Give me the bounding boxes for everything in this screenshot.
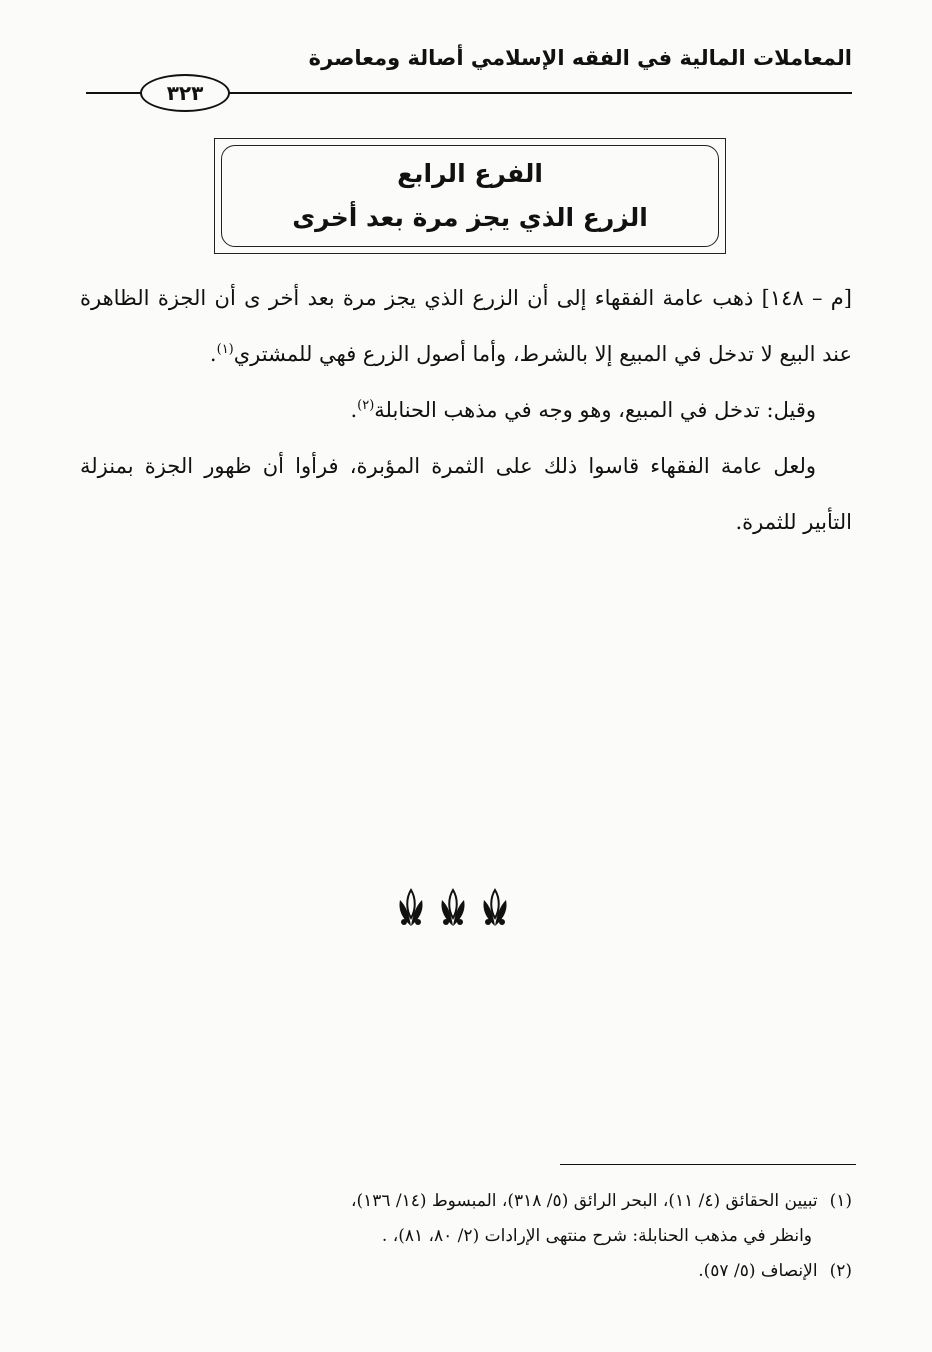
- paragraph-2-end: .: [350, 398, 358, 422]
- paragraph-1: [80, 270, 852, 382]
- footnote-1-continuation: وانظر في مذهب الحنابلة: شرح منتهى الإرادات (٢/ ٨٠، ٨١)، .: [381, 1226, 812, 1246]
- footnotes: [80, 1184, 852, 1289]
- footnote-2: [80, 1254, 852, 1289]
- paragraph-2-text: وقيل: تدخل في المبيع، وهو وجه في مذهب الحنابلة: [374, 398, 816, 422]
- footnote-text: تبيين الحقائق (٤/ ١١)، البحر الرائق (٥/ ٣١٨)، المبسوط (١٤/ ١٣٦)،: [350, 1191, 818, 1211]
- footnote-ref-1: (١): [216, 342, 234, 357]
- paragraph-1-end: .: [209, 342, 217, 366]
- footnote-1: [80, 1184, 852, 1219]
- section-end-ornament: [394, 888, 512, 928]
- section-title-frame: [221, 145, 719, 247]
- paragraph-1-text: [م – ١٤٨] ذهب عامة الفقهاء إلى أن الزرع الذي يجز مرة بعد أخر ى أن الجزة الظاهرة عند البيع لا تدخل في المبيع إلا بالشرط، وأما أصول الزرع فهي للمشتري: [80, 286, 852, 366]
- section-heading: الفرع الرابع: [397, 159, 543, 188]
- floral-ornament-icon: [436, 888, 470, 928]
- floral-ornament-icon: [478, 888, 512, 928]
- section-title-box: [214, 138, 726, 254]
- section-title: الزرع الذي يجز مرة بعد أخرى: [292, 203, 648, 232]
- running-title: المعاملات المالية في الفقه الإسلامي أصالة ومعاصرة: [308, 46, 852, 70]
- page-number: ٣٢٣: [140, 74, 230, 112]
- paragraph-2: [80, 382, 852, 438]
- footnote-text: الإنصاف (٥/ ٥٧).: [698, 1261, 818, 1281]
- footnote-ref-2: (٢): [357, 398, 375, 413]
- floral-ornament-icon: [394, 888, 428, 928]
- footnote-number: (٢): [829, 1261, 852, 1281]
- footnote-separator: [560, 1164, 856, 1165]
- paragraph-3: ولعل عامة الفقهاء قاسوا ذلك على الثمرة المؤبرة، فرأوا أن ظهور الجزة بمنزلة التأبير للثمرة.: [80, 454, 852, 534]
- footnote-number: (١): [829, 1191, 852, 1211]
- body-text: [80, 270, 852, 550]
